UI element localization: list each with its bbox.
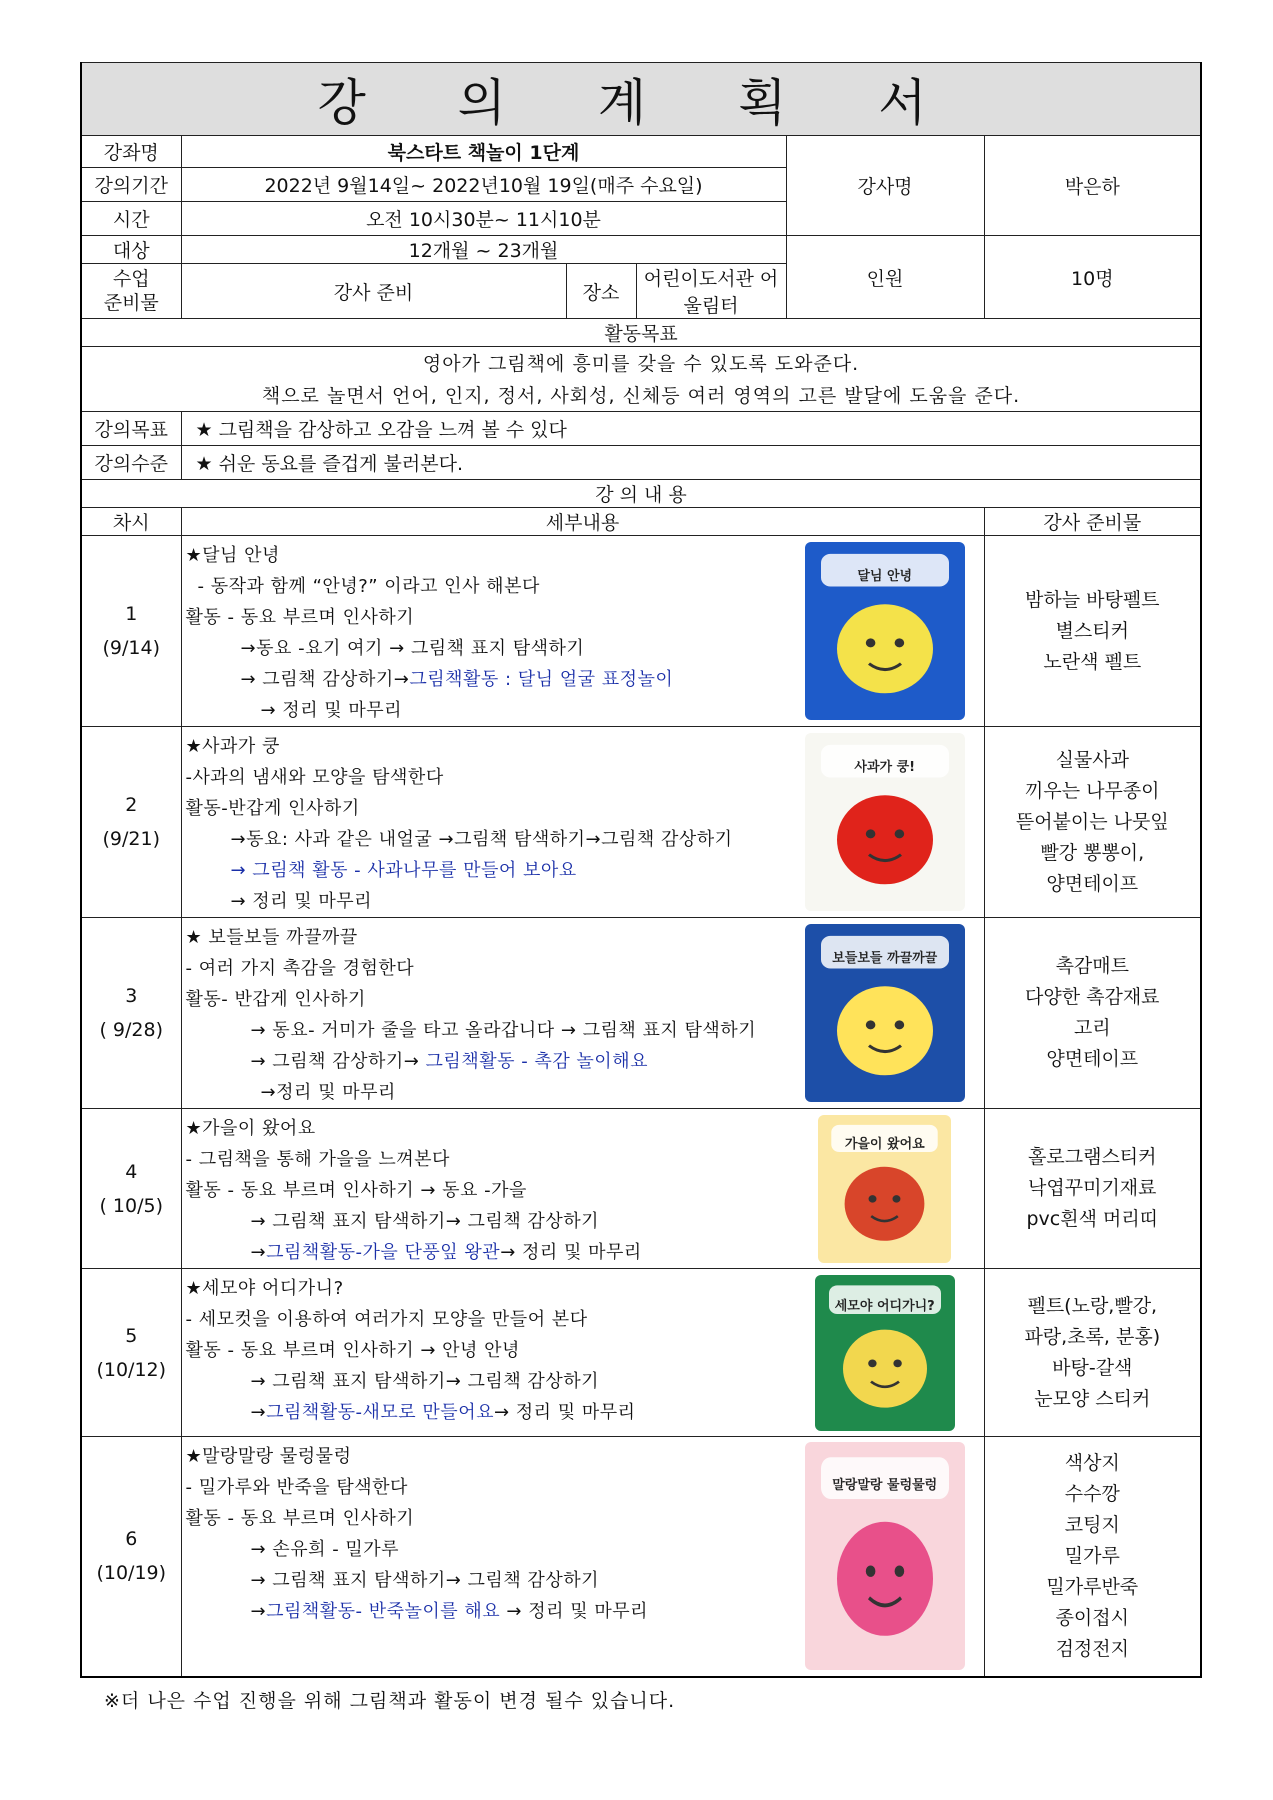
- prep-item: 실물사과: [1055, 748, 1129, 771]
- book-cover-image: [815, 1275, 955, 1431]
- detail-line: [186, 1304, 787, 1335]
- detail-line: [186, 633, 787, 664]
- session-date: ( 10/5): [99, 1194, 164, 1217]
- session-row: [81, 1269, 1201, 1437]
- prep-item: 양면테이프: [1046, 1048, 1139, 1070]
- detail-text: - 여러 가지 촉감을 경험한다: [185, 958, 415, 979]
- detail-text: ★달님 안녕: [185, 545, 280, 566]
- session-number: 2: [125, 794, 138, 816]
- detail-line: [186, 922, 787, 953]
- session-row: [81, 727, 1201, 918]
- session-number-cell: [81, 536, 181, 727]
- book-cover-title: 달님 안녕: [857, 569, 913, 584]
- detail-text: ★가을이 왔어요: [185, 1118, 316, 1139]
- detail-line: [186, 731, 787, 762]
- activity-highlight: 그림책활동- 반죽놀이를 해요: [266, 1601, 501, 1622]
- materials-label-line1: 수업: [112, 268, 150, 290]
- detail-text: → 손유희 - 밀가루: [250, 1539, 400, 1560]
- column-prep-header: 강사 준비물: [984, 508, 1201, 536]
- session-row: [81, 536, 1201, 727]
- detail-line: [186, 953, 787, 984]
- session-detail: [181, 536, 786, 727]
- book-cover-cell: [786, 1269, 984, 1437]
- detail-text: ★세모야 어디가니?: [185, 1278, 344, 1299]
- instructor-prep-list: [984, 1437, 1201, 1677]
- detail-text: → 그림책 감상하기→: [250, 1051, 426, 1072]
- detail-line: [186, 1046, 787, 1077]
- column-detail-header: 세부내용: [181, 508, 984, 536]
- session-date: (10/12): [96, 1358, 167, 1381]
- prep-item: 눈모양 스티커: [1034, 1387, 1151, 1410]
- detail-text: 활동 - 동요 부르며 인사하기 → 동요 -가을: [185, 1180, 527, 1201]
- target-value: 12개월 ~ 23개월: [181, 236, 786, 264]
- content-heading: 강 의 내 용: [81, 480, 1201, 508]
- book-cover-cell: [786, 536, 984, 727]
- session-number-cell: [81, 727, 181, 918]
- book-cover-cell: [786, 1437, 984, 1677]
- detail-line: [186, 762, 787, 793]
- activity-highlight: 그림책활동-가을 단풍잎 왕관: [266, 1242, 501, 1263]
- detail-line: [186, 1144, 787, 1175]
- detail-text: ★사과가 쿵: [185, 736, 280, 757]
- detail-line: [186, 1273, 787, 1304]
- detail-line: [186, 540, 787, 571]
- detail-text: →동요 -요기 여기 → 그림책 표지 탐색하기: [240, 638, 585, 659]
- detail-text: - 동작과 함께 “안녕?” 이라고 인사 해본다: [197, 576, 540, 597]
- prep-item: 홀로그램스티커: [1028, 1146, 1157, 1168]
- period-label: 강의기간: [81, 168, 181, 202]
- prep-item: 수수깡: [1064, 1482, 1120, 1505]
- lecture-plan-document: [80, 62, 1200, 1678]
- activity-highlight: 그림책활동 - 촉감 놀이해요: [425, 1051, 648, 1072]
- detail-line: [186, 855, 787, 886]
- time-label: 시간: [81, 202, 181, 236]
- activity-highlight: 그림책활동-새모로 만들어요: [266, 1402, 494, 1423]
- count-label: 인원: [786, 236, 984, 319]
- target-label: 대상: [81, 236, 181, 264]
- detail-text: 활동 - 동요 부르며 인사하기: [185, 607, 415, 628]
- materials-label: [81, 264, 181, 319]
- course-name: 북스타트 책놀이 1단계: [181, 136, 786, 168]
- place-label: 장소: [566, 264, 636, 319]
- detail-text: → 동요- 거미가 줄을 타고 올라갑니다 → 그림책 표지 탐색하기: [250, 1020, 757, 1041]
- session-number: 6: [125, 1528, 138, 1551]
- book-cover-title: 보들보들 까끌까끌: [832, 951, 938, 966]
- session-rows: [81, 536, 1201, 1677]
- detail-line: [186, 1015, 787, 1046]
- prep-item: 뜯어붙이는 나뭇잎: [1015, 810, 1169, 833]
- session-date: ( 9/28): [99, 1019, 164, 1041]
- detail-text: →동요: 사과 같은 내얼굴 →그림책 탐색하기→그림책 감상하기: [230, 829, 733, 850]
- detail-text: →: [250, 1402, 267, 1423]
- goal-line-2: 책으로 놀면서 언어, 인지, 정서, 사회성, 신체등 여러 영역의 고른 발달에 도움을 준다.: [81, 377, 1201, 412]
- book-cover-title: 가을이 왔어요: [844, 1136, 925, 1152]
- detail-line: [186, 1503, 787, 1534]
- count-value: 10명: [984, 236, 1201, 319]
- session-number: 4: [125, 1160, 138, 1183]
- prep-item: 고리: [1073, 1017, 1111, 1039]
- prep-item: 촉감매트: [1055, 955, 1129, 977]
- detail-text: → 그림책 감상하기→: [240, 669, 410, 690]
- detail-text: 활동- 반갑게 인사하기: [185, 989, 366, 1010]
- level-label: 강의수준: [81, 446, 181, 480]
- prep-item: 별스티커: [1055, 619, 1129, 642]
- detail-line: [186, 984, 787, 1015]
- instructor-prep-list: [984, 918, 1201, 1109]
- book-cover-image: [818, 1115, 951, 1263]
- detail-line: [186, 602, 787, 633]
- prep-item: 밀가루: [1064, 1544, 1120, 1567]
- session-number-cell: [81, 918, 181, 1109]
- detail-text: →: [250, 1242, 267, 1263]
- session-number-cell: [81, 1437, 181, 1677]
- column-session-header: 차시: [81, 508, 181, 536]
- prep-item: 다양한 촉감재료: [1025, 986, 1160, 1008]
- detail-text-after: → 정리 및 마무리: [493, 1402, 636, 1423]
- materials-label-line2: 준비물: [103, 292, 159, 314]
- instructor-label: 강사명: [786, 136, 984, 236]
- detail-text-after: → 정리 및 마무리: [500, 1601, 648, 1622]
- detail-line: [186, 664, 787, 695]
- session-number-cell: [81, 1109, 181, 1269]
- prep-item: 끼우는 나무종이: [1025, 779, 1160, 802]
- detail-text: - 세모컷을 이용하여 여러가지 모양을 만들어 본다: [185, 1309, 588, 1330]
- book-cover-image: [805, 1442, 965, 1670]
- prep-item: 펠트(노랑,빨강,: [1027, 1294, 1158, 1317]
- session-number-cell: [81, 1269, 181, 1437]
- prep-item: 색상지: [1064, 1451, 1120, 1474]
- detail-line: [186, 1366, 787, 1397]
- session-number: 1: [125, 603, 138, 625]
- prep-item: 코팅지: [1064, 1513, 1120, 1536]
- detail-line: [186, 1335, 787, 1366]
- detail-text: -사과의 냄새와 모양을 탐색한다: [185, 767, 444, 788]
- instructor-prep-list: [984, 536, 1201, 727]
- detail-line: [186, 1237, 787, 1268]
- prep-item: 검정전지: [1055, 1637, 1129, 1660]
- session-date: (9/21): [102, 828, 160, 850]
- prep-item: 종이접시: [1055, 1606, 1129, 1629]
- detail-text: 활동 - 동요 부르며 인사하기: [185, 1508, 415, 1529]
- session-number: 3: [125, 985, 138, 1007]
- instructor-prep-list: [984, 727, 1201, 918]
- prep-item: 빨강 뽕뽕이,: [1040, 841, 1145, 864]
- detail-text: →정리 및 마무리: [260, 1082, 396, 1103]
- document-title: 강 의 계 획 서: [317, 74, 965, 132]
- detail-text-after: → 정리 및 마무리: [500, 1242, 642, 1263]
- book-cover-cell: [786, 918, 984, 1109]
- detail-line: [186, 1596, 787, 1627]
- detail-line: [186, 1206, 787, 1237]
- detail-line: [186, 1397, 787, 1428]
- detail-line: [186, 1472, 787, 1503]
- prep-item: 파랑,초록, 분홍): [1024, 1325, 1161, 1348]
- objective-label: 강의목표: [81, 412, 181, 446]
- detail-text: → 그림책 표지 탐색하기→ 그림책 감상하기: [250, 1570, 599, 1591]
- book-cover-cell: [786, 727, 984, 918]
- document-title-cell: [81, 63, 1201, 136]
- book-cover-title: 말랑말랑 물렁물렁: [832, 1478, 938, 1494]
- prep-item: 바탕-갈색: [1052, 1356, 1133, 1379]
- book-cover-cell: [786, 1109, 984, 1269]
- detail-text: - 밀가루와 반죽을 탐색한다: [185, 1477, 408, 1498]
- prep-item: 노란색 펠트: [1043, 650, 1142, 673]
- prep-item: pvc흰색 머리띠: [1026, 1208, 1159, 1230]
- detail-line: [186, 793, 787, 824]
- level-value: ★ 쉬운 동요를 즐겁게 불러본다.: [181, 446, 1201, 480]
- detail-text: ★말랑말랑 물렁물렁: [185, 1446, 352, 1467]
- detail-line: [186, 695, 787, 726]
- detail-line: [186, 1113, 787, 1144]
- detail-text: → 정리 및 마무리: [260, 700, 403, 721]
- course-label: 강좌명: [81, 136, 181, 168]
- footnote: ※더 나은 수업 진행을 위해 그림책과 활동이 변경 될수 있습니다.: [104, 1690, 676, 1712]
- book-cover-image: [805, 924, 965, 1102]
- session-detail: [181, 1269, 786, 1437]
- period-value: 2022년 9월14일~ 2022년10월 19일(매주 수요일): [181, 168, 786, 202]
- detail-line: [186, 1441, 787, 1472]
- detail-line: [186, 571, 787, 602]
- detail-line: [186, 1534, 787, 1565]
- detail-line: [186, 824, 787, 855]
- session-date: (9/14): [102, 637, 160, 659]
- goal-line-1: 영아가 그림책에 흥미를 갖을 수 있도록 도와준다.: [81, 347, 1201, 378]
- detail-text: → 그림책 표지 탐색하기→ 그림책 감상하기: [250, 1211, 599, 1232]
- detail-text: →: [250, 1601, 267, 1622]
- instructor-prep-list: [984, 1269, 1201, 1437]
- detail-text: 활동-반갑게 인사하기: [185, 798, 360, 819]
- prep-item: 밤하늘 바탕펠트: [1025, 588, 1160, 611]
- session-row: [81, 1437, 1201, 1677]
- prep-item: 양면테이프: [1046, 872, 1139, 895]
- detail-text: → 그림책 표지 탐색하기→ 그림책 감상하기: [250, 1371, 599, 1392]
- detail-line: [186, 1175, 787, 1206]
- session-date: (10/19): [96, 1562, 167, 1585]
- instructor-name: 박은하: [984, 136, 1201, 236]
- prep-item: 밀가루반죽: [1046, 1575, 1139, 1598]
- session-row: [81, 918, 1201, 1109]
- detail-text: ★ 보들보들 까끌까끌: [185, 927, 358, 948]
- detail-text: → 그림책 활동 - 사과나무를 만들어 보아요: [230, 860, 577, 881]
- place-value: 어린이도서관 어울림터: [636, 264, 786, 319]
- detail-text: 활동 - 동요 부르며 인사하기 → 안녕 안녕: [185, 1340, 520, 1361]
- materials-value: 강사 준비: [181, 264, 566, 319]
- objective-value: ★ 그림책을 감상하고 오감을 느껴 볼 수 있다: [181, 412, 1201, 446]
- session-detail: [181, 1109, 786, 1269]
- time-value: 오전 10시30분~ 11시10분: [181, 202, 786, 236]
- detail-line: [186, 1077, 787, 1108]
- session-detail: [181, 918, 786, 1109]
- goals-heading: 활동목표: [81, 319, 1201, 347]
- detail-text: - 그림책을 통해 가을을 느껴본다: [185, 1149, 450, 1170]
- session-row: [81, 1109, 1201, 1269]
- instructor-prep-list: [984, 1109, 1201, 1269]
- book-cover-image: [805, 733, 965, 911]
- detail-line: [186, 886, 787, 917]
- session-detail: [181, 727, 786, 918]
- book-cover-title: 사과가 쿵!: [854, 760, 916, 775]
- prep-item: 낙엽꾸미기재료: [1028, 1177, 1157, 1199]
- session-detail: [181, 1437, 786, 1677]
- book-cover-title: 세모야 어디가니?: [834, 1298, 935, 1314]
- detail-line: [186, 1565, 787, 1596]
- activity-highlight: 그림책활동 : 달님 얼굴 표정놀이: [409, 669, 674, 690]
- session-number: 5: [125, 1324, 138, 1347]
- lecture-plan-table: [80, 62, 1202, 1678]
- book-cover-image: [805, 542, 965, 720]
- detail-text: → 정리 및 마무리: [230, 891, 373, 912]
